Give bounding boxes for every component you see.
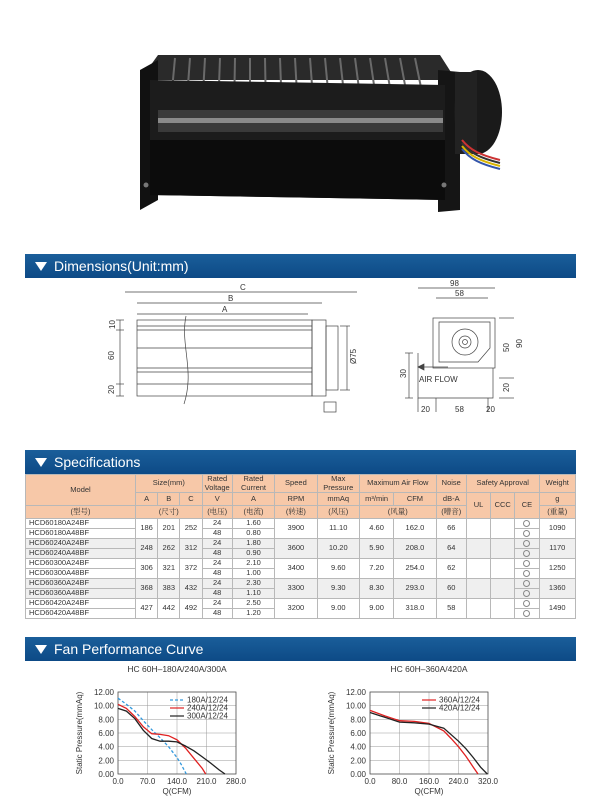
- table-row: [26, 559, 576, 569]
- pressure-cell: 9.60: [317, 559, 359, 579]
- y-tick-label: 2.00: [98, 756, 114, 766]
- voltage-cell: 24: [202, 559, 232, 569]
- voltage-cell: 24: [202, 599, 232, 609]
- header-rated-current: Rated Current: [232, 475, 274, 493]
- noise-cell: 62: [436, 559, 466, 579]
- fan-curve-chart-1: [70, 662, 270, 802]
- voltage-cell: 48: [202, 549, 232, 559]
- noise-cell: 58: [436, 599, 466, 619]
- y-tick-label: 0.00: [98, 770, 114, 779]
- size-c-cell: 372: [180, 559, 202, 579]
- table-row: [26, 599, 576, 609]
- current-cell: 0.90: [232, 549, 274, 559]
- svg-text:20: 20: [107, 385, 116, 394]
- header-model: Model: [26, 475, 136, 506]
- ce-mark-icon: [523, 590, 530, 597]
- ce-mark-icon: [523, 600, 530, 607]
- y-tick-label: 12.00: [345, 688, 366, 697]
- x-tick-label: 320.0: [477, 777, 499, 786]
- specifications-table: [25, 474, 576, 619]
- cn-noise: (嘈音): [436, 506, 466, 519]
- y-tick-label: 4.00: [350, 742, 366, 752]
- x-tick-label: 0.0: [112, 777, 124, 786]
- weight-cell: 1170: [539, 539, 575, 559]
- svg-text:10: 10: [108, 320, 117, 329]
- product-photo: [0, 0, 601, 245]
- ccc-cell: [491, 559, 515, 579]
- cn-voltage: (电压): [202, 506, 232, 519]
- triangle-down-icon: [35, 645, 47, 654]
- specifications-title: Specifications: [54, 454, 141, 470]
- weight-cell: 1490: [539, 599, 575, 619]
- ce-cell: [515, 559, 539, 569]
- legend-label: 240A/12/24: [187, 703, 228, 713]
- unit-dba: dB-A: [436, 493, 466, 506]
- ul-cell: [466, 599, 490, 619]
- current-cell: 0.80: [232, 529, 274, 539]
- size-c-cell: 312: [180, 539, 202, 559]
- size-a-cell: 368: [136, 579, 158, 599]
- y-tick-label: 6.00: [98, 729, 114, 738]
- cn-weight: (重量): [539, 506, 575, 519]
- svg-text:20: 20: [421, 405, 430, 414]
- size-b-cell: 201: [158, 519, 180, 539]
- voltage-cell: 48: [202, 529, 232, 539]
- y-tick-label: 10.00: [93, 701, 114, 711]
- end-view-drawing: [405, 288, 514, 412]
- size-c-cell: 432: [180, 579, 202, 599]
- cn-model: (型号): [26, 506, 136, 519]
- ul-cell: [466, 579, 490, 599]
- header-ce: CE: [515, 493, 539, 519]
- x-tick-label: 210.0: [196, 777, 217, 786]
- voltage-cell: 24: [202, 519, 232, 529]
- ul-cell: [466, 539, 490, 559]
- weight-cell: 1250: [539, 559, 575, 579]
- model-cell: HCD60360A48BF: [26, 589, 136, 599]
- noise-cell: 66: [436, 519, 466, 539]
- svg-text:B: B: [228, 294, 234, 303]
- y-tick-label: 6.00: [350, 729, 366, 738]
- header-noise: Noise: [436, 475, 466, 493]
- triangle-down-icon: [35, 458, 47, 467]
- y-tick-label: 2.00: [350, 756, 366, 766]
- header-max-airflow: Maximum Air Flow: [359, 475, 436, 493]
- svg-text:AIR FLOW: AIR FLOW: [419, 375, 458, 384]
- model-cell: HCD60420A24BF: [26, 599, 136, 609]
- spec-table-body: [26, 519, 576, 619]
- side-view-drawing: [116, 292, 357, 412]
- unit-g: g: [539, 493, 575, 506]
- series-line-1: [370, 710, 478, 774]
- legend-label: 360A/12/24: [439, 695, 480, 705]
- x-tick-label: 0.0: [364, 777, 376, 786]
- table-row: [26, 579, 576, 589]
- x-tick-label: 70.0: [139, 777, 156, 786]
- current-cell: 2.30: [232, 579, 274, 589]
- legend-label: 180A/12/24: [187, 695, 228, 705]
- current-cell: 1.00: [232, 569, 274, 579]
- series-line-2: [370, 713, 487, 775]
- svg-text:20: 20: [486, 405, 495, 414]
- size-c-cell: 252: [180, 519, 202, 539]
- svg-text:60: 60: [107, 351, 116, 360]
- cross-flow-fan-image: [0, 0, 601, 245]
- model-cell: HCD60420A48BF: [26, 609, 136, 619]
- cn-current: (电流): [232, 506, 274, 519]
- dimensions-title: Dimensions(Unit:mm): [54, 258, 189, 274]
- size-a-cell: 186: [136, 519, 158, 539]
- svg-text:20: 20: [502, 383, 511, 392]
- y-axis-label: Static Pressure(mmAq): [327, 691, 336, 775]
- weight-cell: 1090: [539, 519, 575, 539]
- size-a-cell: 306: [136, 559, 158, 579]
- chart-title: HC 60H–180A/240A/300A: [127, 664, 227, 674]
- y-tick-label: 8.00: [350, 715, 366, 725]
- chart-svg-2: [322, 662, 522, 797]
- size-b-cell: 262: [158, 539, 180, 559]
- legend-label: 420A/12/24: [439, 703, 480, 713]
- x-tick-label: 80.0: [391, 777, 408, 786]
- voltage-cell: 24: [202, 539, 232, 549]
- y-tick-label: 12.00: [93, 688, 114, 697]
- speed-cell: 3200: [275, 599, 317, 619]
- model-cell: HCD60300A48BF: [26, 569, 136, 579]
- model-cell: HCD60180A48BF: [26, 529, 136, 539]
- model-cell: HCD60240A48BF: [26, 549, 136, 559]
- airflow-m3-cell: 9.00: [359, 599, 393, 619]
- current-cell: 2.10: [232, 559, 274, 569]
- header-ccc: CCC: [491, 493, 515, 519]
- unit-mmaq: mmAq: [317, 493, 359, 506]
- header-weight: Weight: [539, 475, 575, 493]
- voltage-cell: 48: [202, 589, 232, 599]
- cn-pressure: (风压): [317, 506, 359, 519]
- ce-mark-icon: [523, 560, 530, 567]
- pressure-cell: 11.10: [317, 519, 359, 539]
- voltage-cell: 48: [202, 609, 232, 619]
- ce-mark-icon: [523, 530, 530, 537]
- ce-mark-icon: [523, 570, 530, 577]
- y-tick-label: 10.00: [345, 701, 366, 711]
- speed-cell: 3300: [275, 579, 317, 599]
- airflow-m3-cell: 8.30: [359, 579, 393, 599]
- y-tick-label: 8.00: [98, 715, 114, 725]
- pressure-cell: 10.20: [317, 539, 359, 559]
- voltage-cell: 48: [202, 569, 232, 579]
- voltage-cell: 24: [202, 579, 232, 589]
- y-axis-label: Static Pressure(mmAq): [75, 691, 84, 775]
- ce-mark-icon: [523, 580, 530, 587]
- ccc-cell: [491, 519, 515, 539]
- size-b-cell: 383: [158, 579, 180, 599]
- size-b-cell: 321: [158, 559, 180, 579]
- airflow-m3-cell: 5.90: [359, 539, 393, 559]
- speed-cell: 3400: [275, 559, 317, 579]
- ccc-cell: [491, 539, 515, 559]
- side-view-labels: [107, 283, 358, 394]
- unit-rpm: RPM: [275, 493, 317, 506]
- model-cell: HCD60360A24BF: [26, 579, 136, 589]
- airflow-cfm-cell: 293.0: [394, 579, 436, 599]
- header-safety: Safety Approval: [466, 475, 539, 493]
- fan-curve-section-header: [25, 637, 576, 661]
- airflow-m3-cell: 4.60: [359, 519, 393, 539]
- x-tick-label: 140.0: [166, 777, 188, 786]
- airflow-cfm-cell: 318.0: [394, 599, 436, 619]
- ccc-cell: [491, 599, 515, 619]
- x-tick-label: 160.0: [418, 777, 440, 786]
- ce-mark-icon: [523, 610, 530, 617]
- svg-text:C: C: [240, 283, 246, 292]
- weight-cell: 1360: [539, 579, 575, 599]
- current-cell: 1.20: [232, 609, 274, 619]
- model-cell: HCD60180A24BF: [26, 519, 136, 529]
- chart-title: HC 60H–360A/420A: [390, 664, 468, 674]
- size-c-cell: 492: [180, 599, 202, 619]
- ce-cell: [515, 519, 539, 529]
- ce-cell: [515, 599, 539, 609]
- speed-cell: 3600: [275, 539, 317, 559]
- svg-text:58: 58: [455, 405, 464, 414]
- ce-mark-icon: [523, 550, 530, 557]
- unit-m3min: m³/min: [359, 493, 393, 506]
- dimensions-section-header: [25, 254, 576, 278]
- unit-c: C: [180, 493, 202, 506]
- cn-airflow: (风量): [359, 506, 436, 519]
- header-ul: UL: [466, 493, 490, 519]
- ul-cell: [466, 559, 490, 579]
- ce-cell: [515, 609, 539, 619]
- fan-curve-title: Fan Performance Curve: [54, 641, 204, 657]
- chart-svg-1: [70, 662, 270, 797]
- svg-text:50: 50: [502, 343, 511, 352]
- current-cell: 1.80: [232, 539, 274, 549]
- airflow-cfm-cell: 208.0: [394, 539, 436, 559]
- size-b-cell: 442: [158, 599, 180, 619]
- legend-label: 300A/12/24: [187, 711, 228, 721]
- pressure-cell: 9.30: [317, 579, 359, 599]
- cn-size: (尺寸): [136, 506, 203, 519]
- header-rated-voltage: Rated Voltage: [202, 475, 232, 493]
- ccc-cell: [491, 579, 515, 599]
- current-cell: 1.10: [232, 589, 274, 599]
- ce-cell: [515, 529, 539, 539]
- current-cell: 2.50: [232, 599, 274, 609]
- ce-cell: [515, 589, 539, 599]
- unit-a: A: [136, 493, 158, 506]
- header-size: Size(mm): [136, 475, 203, 493]
- noise-cell: 64: [436, 539, 466, 559]
- svg-text:90: 90: [515, 339, 524, 348]
- dimension-drawings: [0, 279, 601, 430]
- svg-text:30: 30: [399, 369, 408, 378]
- triangle-down-icon: [35, 262, 47, 271]
- svg-text:98: 98: [450, 279, 459, 288]
- specifications-section-header: [25, 450, 576, 474]
- svg-text:Ø75: Ø75: [349, 348, 358, 364]
- speed-cell: 3900: [275, 519, 317, 539]
- ce-mark-icon: [523, 520, 530, 527]
- fan-curve-chart-2: [322, 662, 522, 802]
- x-axis-label: Q(CFM): [414, 787, 444, 796]
- airflow-cfm-cell: 162.0: [394, 519, 436, 539]
- cn-speed: (转速): [275, 506, 317, 519]
- pressure-cell: 9.00: [317, 599, 359, 619]
- current-cell: 1.60: [232, 519, 274, 529]
- header-max-pressure: Max Pressure: [317, 475, 359, 493]
- ce-mark-icon: [523, 540, 530, 547]
- ce-cell: [515, 539, 539, 549]
- unit-b: B: [158, 493, 180, 506]
- airflow-m3-cell: 7.20: [359, 559, 393, 579]
- unit-amp: A: [232, 493, 274, 506]
- y-tick-label: 0.00: [350, 770, 366, 779]
- model-cell: HCD60240A24BF: [26, 539, 136, 549]
- model-cell: HCD60300A24BF: [26, 559, 136, 569]
- unit-cfm: CFM: [394, 493, 436, 506]
- table-row: [26, 519, 576, 529]
- svg-text:58: 58: [455, 289, 464, 298]
- y-tick-label: 4.00: [98, 742, 114, 752]
- x-axis-label: Q(CFM): [162, 787, 192, 796]
- airflow-cfm-cell: 254.0: [394, 559, 436, 579]
- table-row: [26, 539, 576, 549]
- header-speed: Speed: [275, 475, 317, 493]
- x-tick-label: 240.0: [448, 777, 469, 786]
- x-tick-label: 280.0: [225, 777, 247, 786]
- ul-cell: [466, 519, 490, 539]
- unit-v: V: [202, 493, 232, 506]
- ce-cell: [515, 549, 539, 559]
- ce-cell: [515, 569, 539, 579]
- svg-text:A: A: [222, 305, 228, 314]
- size-a-cell: 248: [136, 539, 158, 559]
- size-a-cell: 427: [136, 599, 158, 619]
- ce-cell: [515, 579, 539, 589]
- noise-cell: 60: [436, 579, 466, 599]
